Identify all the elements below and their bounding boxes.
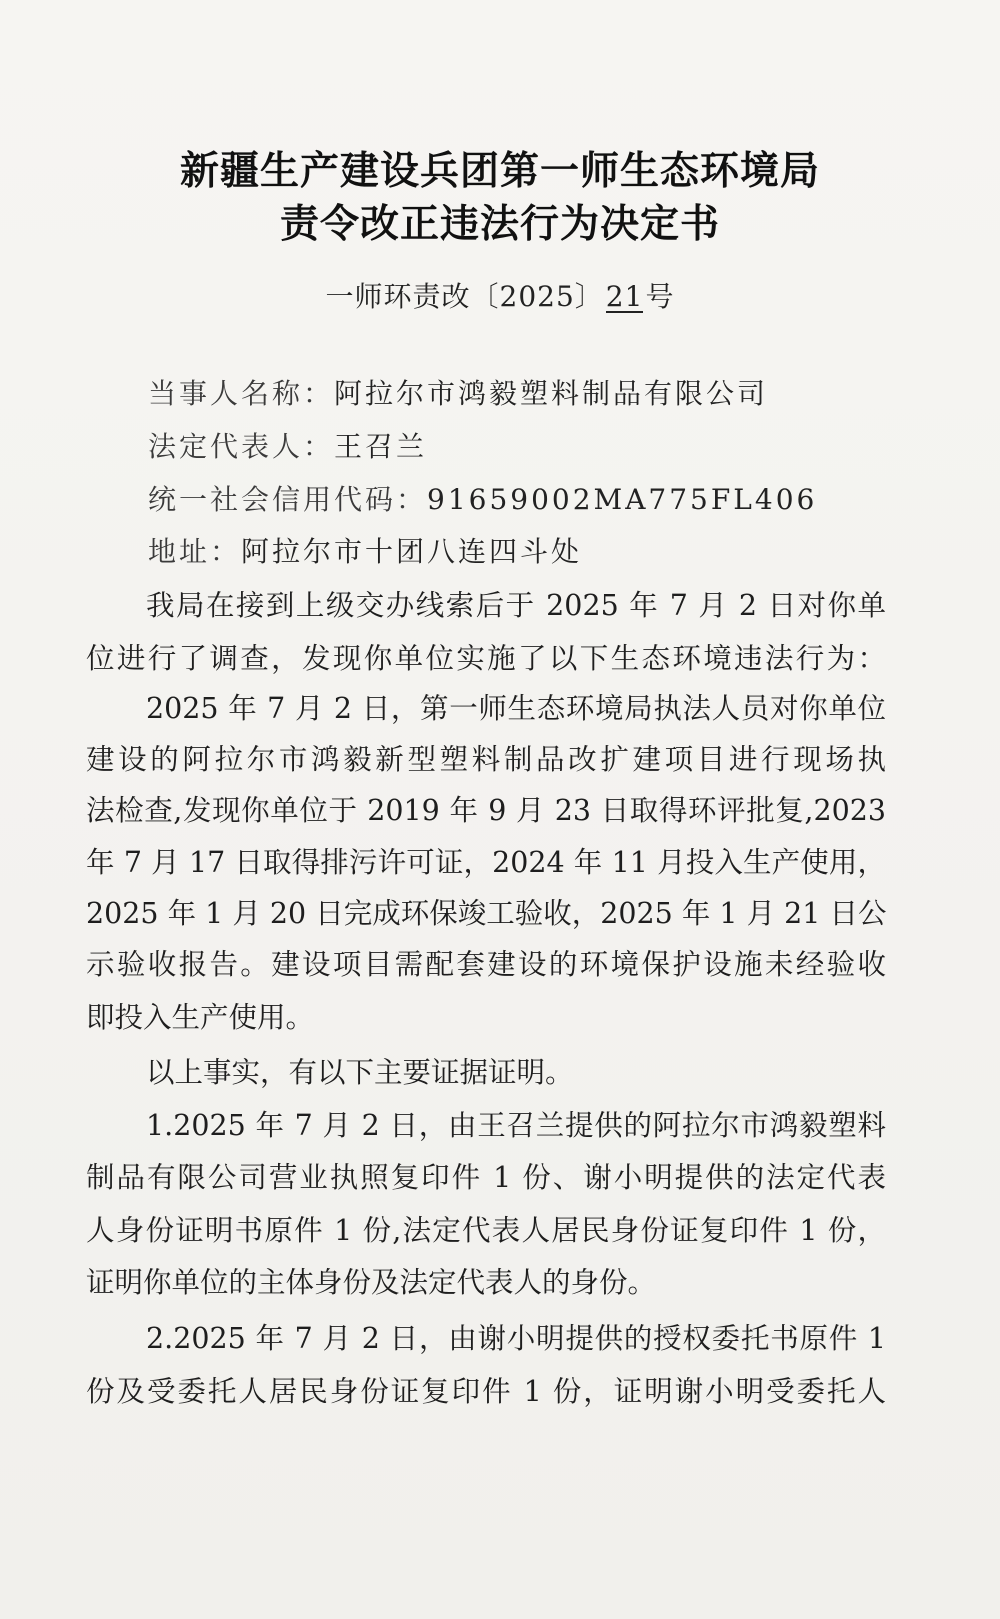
document-number-suffix: 号 [645,280,675,313]
body-line: 法检查,发现你单位于 2019 年 9 月 23 日取得环评批复,2023 [86,794,886,827]
body-line: 以上事实，有以下主要证据证明。 [146,1056,574,1089]
credit-code-row [148,478,817,518]
legal-rep-value: 王召兰 [334,430,428,463]
address-row [148,530,582,570]
document-number-value: 21 [605,280,644,313]
body-line: 即投入生产使用。 [86,1001,315,1034]
body-line: 位进行了调查，发现你单位实施了以下生态环境违法行为： [86,642,886,675]
body-line: 2.2025 年 7 月 2 日，由谢小明提供的授权委托书原件 1 [146,1322,886,1355]
body-line: 示验收报告。建设项目需配套建设的环境保护设施未经验收 [86,948,886,981]
body-line: 制品有限公司营业执照复印件 1 份、谢小明提供的法定代表 [86,1161,886,1194]
party-name-label: 当事人名称： [148,377,335,410]
document-number-prefix: 一师环责改〔2025〕 [325,280,604,313]
document-title-line2: 责令改正违法行为决定书 [279,201,720,247]
body-line: 建设的阿拉尔市鸿毅新型塑料制品改扩建项目进行现场执 [86,743,886,776]
address-label: 地址： [148,535,242,568]
legal-rep-label: 法定代表人： [148,430,335,463]
address-value: 阿拉尔市十团八连四斗处 [241,535,583,568]
document-title-line1: 新疆生产建设兵团第一师生态环境局 [179,148,820,194]
body-line: 证明你单位的主体身份及法定代表人的身份。 [86,1266,657,1299]
document-number [0,275,1000,315]
body-line: 年 7 月 17 日取得排污许可证，2024 年 11 月投入生产使用， [86,846,886,879]
body-line: 2025 年 7 月 2 日，第一师生态环境局执法人员对你单位 [146,692,886,725]
party-name-row [148,372,768,412]
credit-code-value: 91659002MA775FL406 [427,483,818,516]
body-line: 份及受委托人居民身份证复印件 1 份，证明谢小明受委托人 [86,1375,886,1408]
legal-rep-row [148,425,427,465]
body-line: 人身份证明书原件 1 份,法定代表人居民身份证复印件 1 份， [86,1214,886,1247]
body-line: 我局在接到上级交办线索后于 2025 年 7 月 2 日对你单 [146,589,886,622]
body-line: 1.2025 年 7 月 2 日，由王召兰提供的阿拉尔市鸿毅塑料 [146,1109,886,1142]
body-line: 2025 年 1 月 20 日完成环保竣工验收，2025 年 1 月 21 日公 [86,897,886,930]
credit-code-label: 统一社会信用代码： [148,483,428,516]
party-name-value: 阿拉尔市鸿毅塑料制品有限公司 [334,377,769,410]
